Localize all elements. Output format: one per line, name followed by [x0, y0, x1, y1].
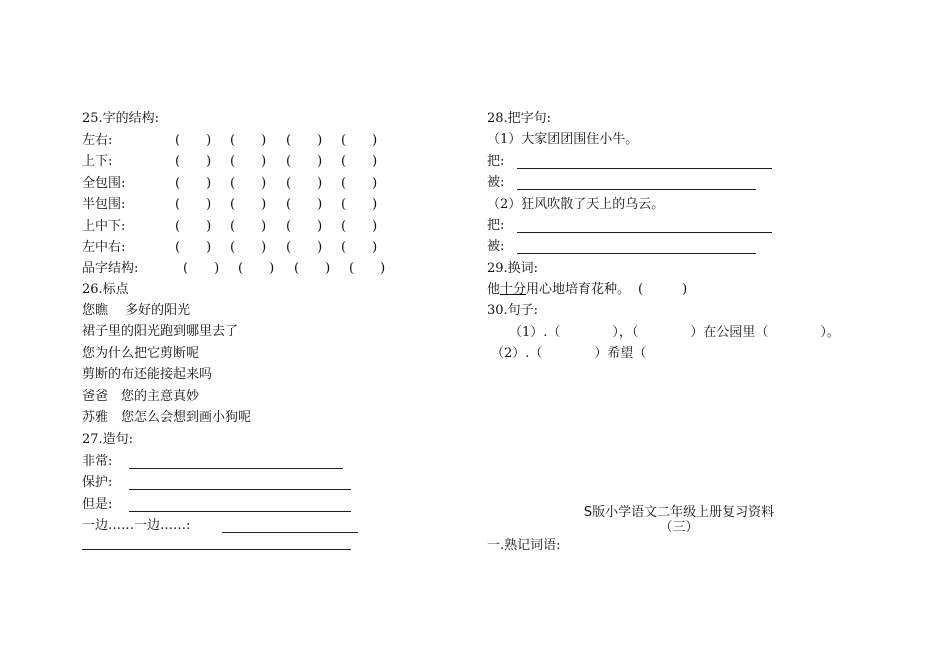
answer-blank[interactable]: ( ) — [175, 175, 212, 191]
structure-label: 半包围: — [82, 197, 126, 213]
q28-heading: 28.把字句: — [487, 111, 552, 126]
answer-blank[interactable]: ( ) — [230, 175, 267, 191]
punctuation-sentence: 您瞧 多好的阳光 — [82, 303, 191, 318]
answer-blank[interactable]: ( ) — [175, 133, 212, 148]
answer-blank[interactable]: ( ) — [230, 218, 267, 234]
answer-blank[interactable]: ( ) — [286, 154, 323, 170]
q25-heading: 25.字的结构: — [82, 111, 160, 126]
q27-item-baohu: 保护: — [82, 475, 113, 490]
answer-line[interactable] — [517, 253, 756, 254]
answer-blank[interactable]: ( ) — [341, 133, 378, 148]
structure-label: 左右: — [82, 133, 113, 148]
q27-item-danshi: 但是: — [82, 497, 113, 512]
q27-item-yibian: 一边……一边……: — [82, 518, 191, 533]
answer-line[interactable] — [82, 549, 351, 550]
answer-blank[interactable]: ( ) — [230, 240, 267, 255]
answer-blank[interactable]: ( ) — [286, 218, 323, 234]
answer-blank[interactable]: ( ) — [230, 154, 267, 170]
punctuation-sentence: 爸爸 您的主意真妙 — [82, 388, 200, 404]
q26-heading: 26.标点 — [82, 282, 129, 297]
structure-row — [82, 197, 402, 213]
answer-line[interactable] — [129, 511, 351, 512]
q30-line-2: （2）.（ ）希望（ — [491, 346, 647, 361]
q30-line-1: （1）.（ ），（ ）在公园里（ ）。 — [509, 325, 840, 340]
q28-ba-label-2: 把: — [487, 218, 505, 233]
answer-blank[interactable]: ( ) — [349, 261, 386, 277]
answer-line[interactable] — [517, 168, 772, 169]
answer-line[interactable] — [129, 489, 351, 490]
answer-blank[interactable]: ( ) — [341, 240, 378, 255]
q28-sentence-2: （2）狂风吹散了天上的乌云。 — [487, 197, 665, 212]
answer-blank[interactable]: ( ) — [341, 154, 378, 170]
answer-blank[interactable]: ( ) — [183, 261, 220, 277]
structure-row — [82, 176, 402, 192]
q29-heading: 29.换词: — [487, 261, 539, 276]
structure-label: 品字结构: — [82, 261, 139, 277]
doc-subtitle: （三） — [659, 520, 699, 535]
q28-bei-label-2: 被: — [487, 239, 505, 254]
answer-blank[interactable]: ( ) — [286, 175, 323, 191]
q28-sentence-1: （1）大家团团围住小牛。 — [487, 132, 639, 147]
answer-line[interactable] — [222, 532, 358, 533]
structure-label: 上下: — [82, 154, 113, 170]
structure-label: 上中下: — [82, 218, 126, 234]
answer-blank[interactable]: ( ) — [238, 261, 275, 277]
section-heading: 一.熟记词语: — [487, 538, 561, 553]
answer-blank[interactable]: ( ) — [286, 240, 323, 255]
structure-row — [82, 261, 402, 277]
answer-blank[interactable]: ( ) — [341, 197, 378, 213]
q29-pre: 他 — [487, 282, 501, 297]
q29-underlined-word: 十分 — [500, 282, 527, 297]
answer-blank[interactable]: ( ) — [286, 197, 323, 213]
structure-row — [82, 240, 402, 256]
q29-sentence — [487, 282, 687, 298]
structure-label: 左中右: — [82, 240, 126, 255]
punctuation-sentence: 苏雅 您怎么会想到画小狗呢 — [82, 410, 252, 425]
structure-row — [82, 133, 402, 149]
doc-title: S版小学语文二年级上册复习资料 — [583, 505, 775, 520]
structure-label: 全包围: — [82, 175, 126, 191]
answer-blank[interactable]: ( ) — [341, 175, 378, 191]
answer-line[interactable] — [517, 232, 772, 233]
q27-item-feichang: 非常: — [82, 454, 113, 469]
q29-blank[interactable]: ( ) — [638, 282, 688, 297]
q28-bei-label: 被: — [487, 175, 505, 190]
answer-blank[interactable]: ( ) — [175, 154, 212, 170]
answer-line[interactable] — [517, 189, 756, 190]
q30-heading: 30.句子: — [487, 303, 539, 318]
structure-row — [82, 219, 402, 235]
answer-blank[interactable]: ( ) — [175, 240, 212, 255]
answer-blank[interactable]: ( ) — [175, 218, 212, 234]
answer-line[interactable] — [129, 468, 343, 469]
q27-heading: 27.造句: — [82, 432, 134, 447]
punctuation-sentence: 剪断的布还能接起来吗 — [82, 367, 213, 383]
structure-row — [82, 154, 402, 170]
answer-blank[interactable]: ( ) — [294, 261, 331, 277]
answer-blank[interactable]: ( ) — [230, 133, 267, 148]
answer-blank[interactable]: ( ) — [286, 133, 323, 148]
q28-ba-label: 把: — [487, 154, 505, 169]
punctuation-sentence: 您为什么把它剪断呢 — [82, 345, 200, 361]
answer-blank[interactable]: ( ) — [230, 197, 267, 213]
answer-blank[interactable]: ( ) — [341, 218, 378, 234]
answer-blank[interactable]: ( ) — [175, 197, 212, 213]
punctuation-sentence: 裙子里的阳光跑到哪里去了 — [82, 324, 239, 340]
q29-post: 用心地培育花种。 — [526, 282, 631, 297]
